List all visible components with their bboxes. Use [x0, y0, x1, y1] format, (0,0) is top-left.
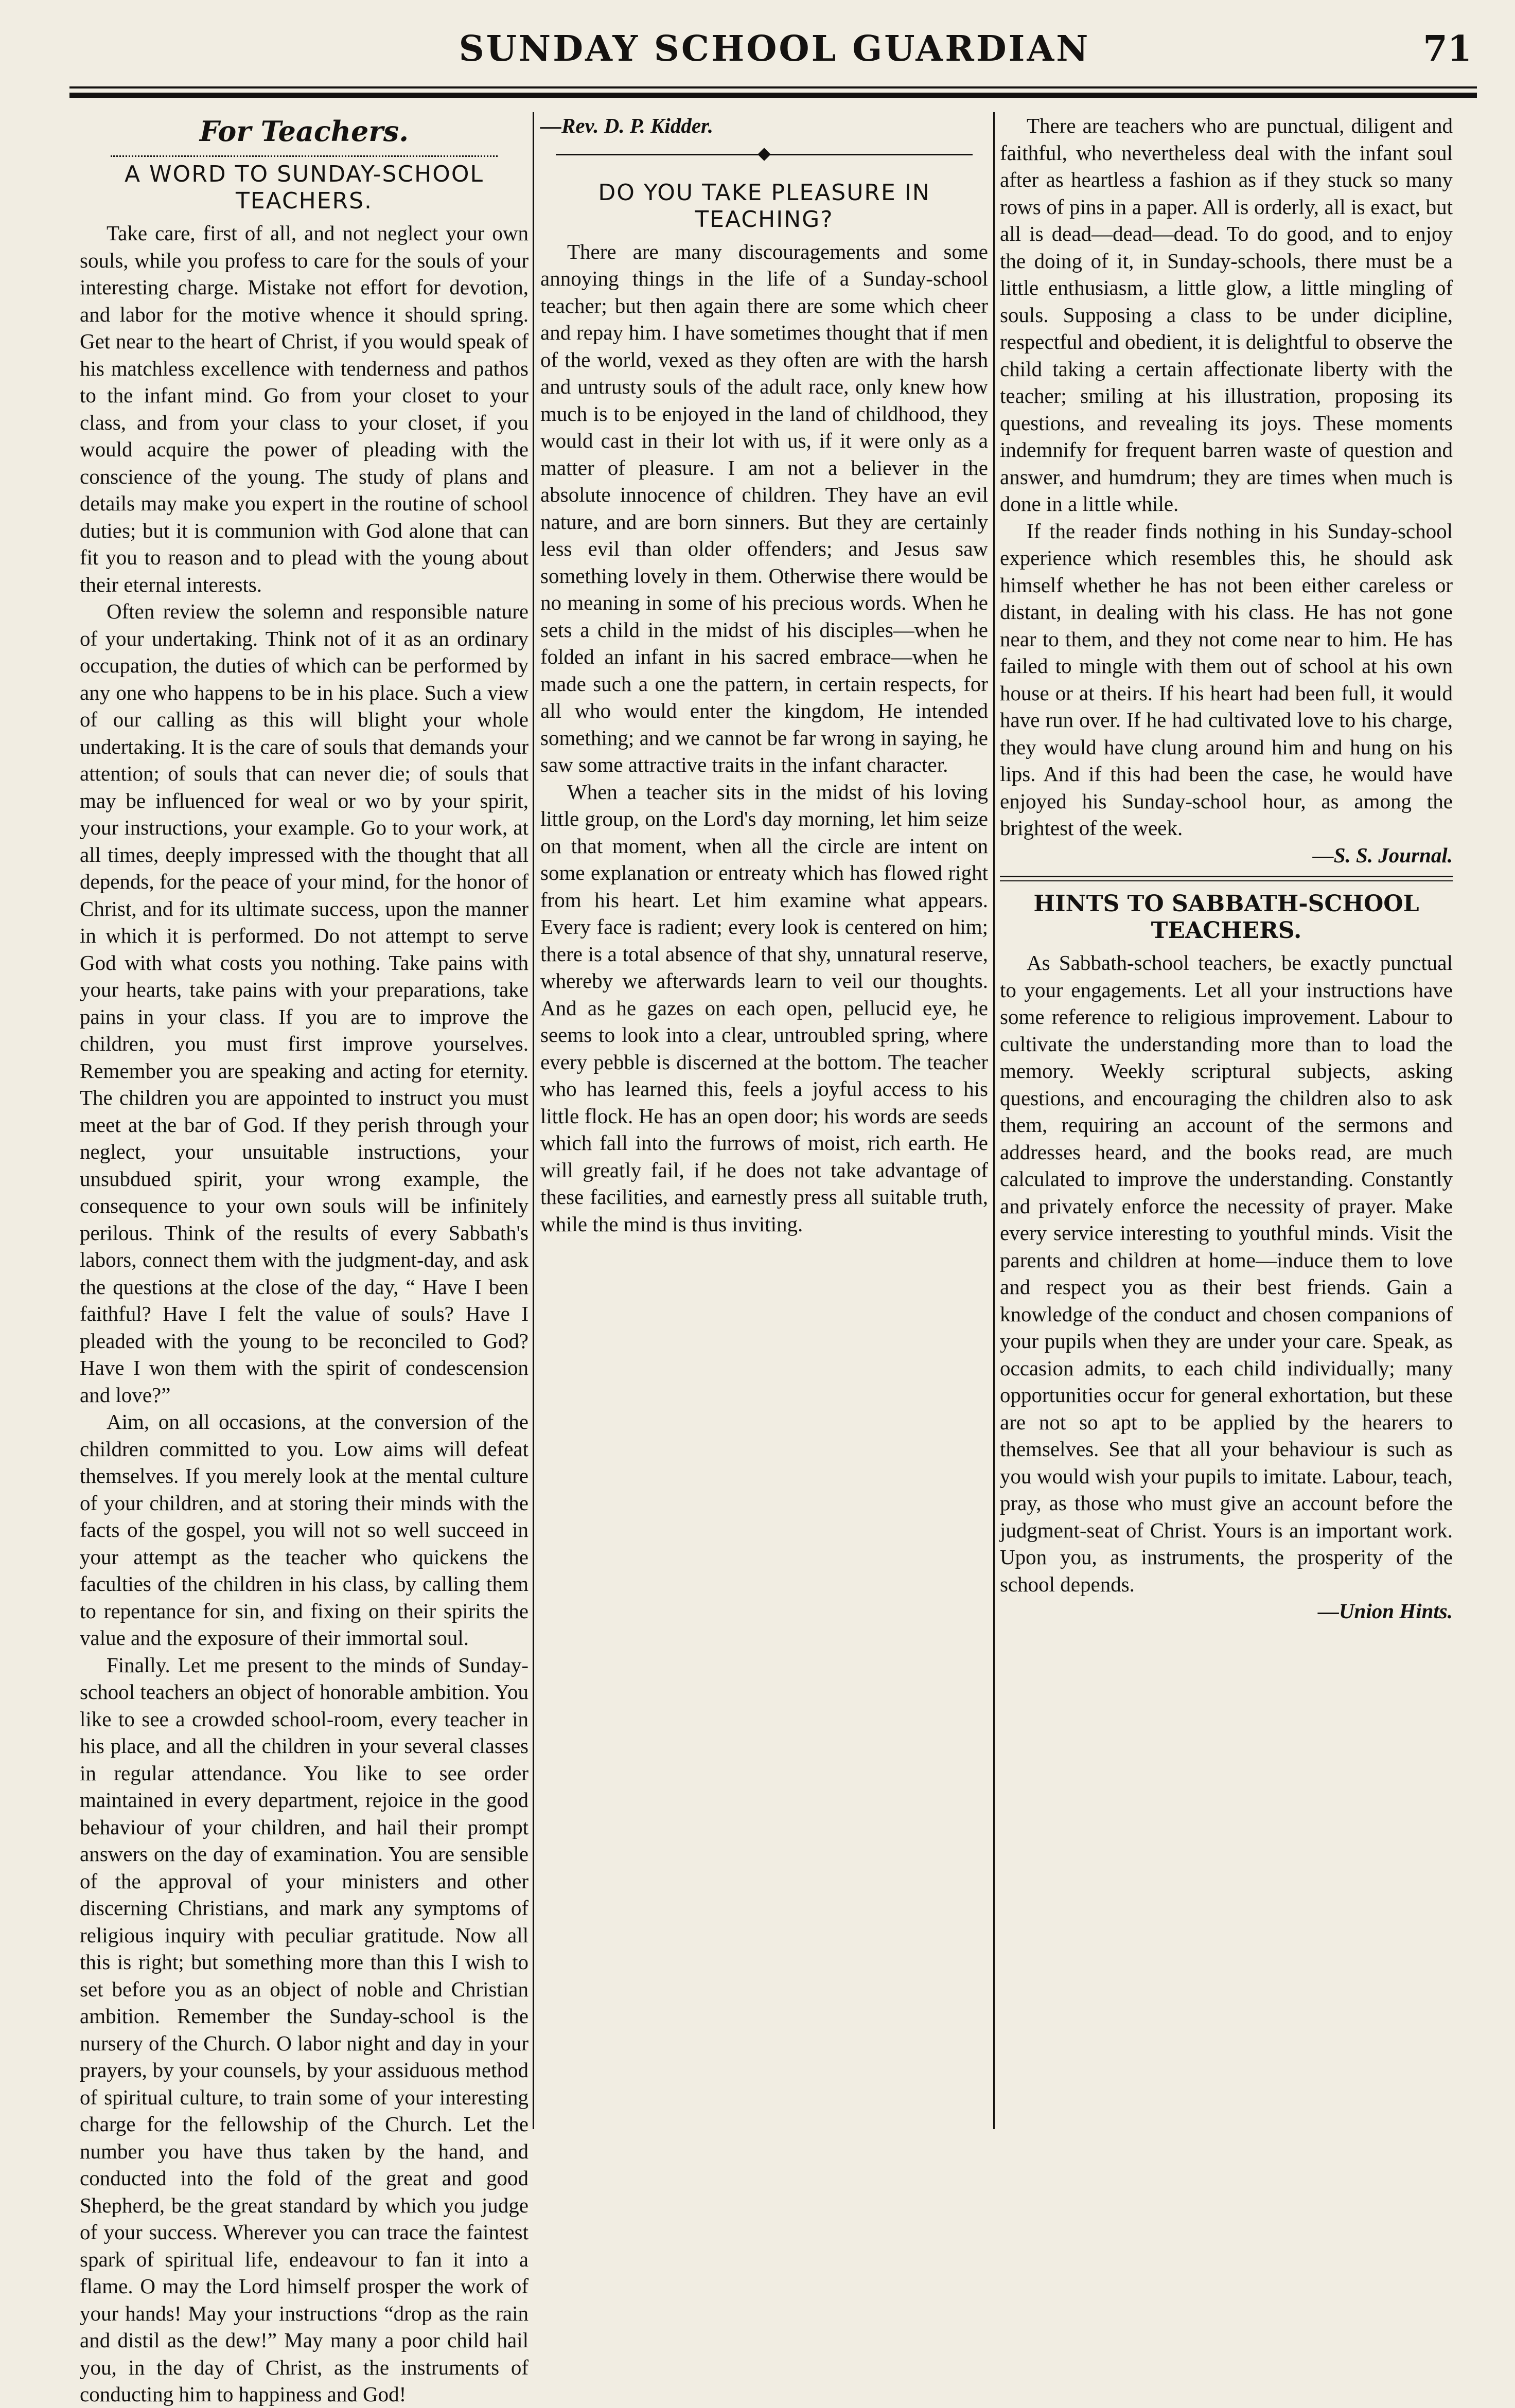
article-heading: HINTS TO SABBATH-SCHOOL TEACHERS.: [1033, 891, 1419, 944]
article-paragraph: If the reader finds nothing in his Sunday-school experience which resembles this, he should ask himself whether he has not been either careless or distant, in dealing with his class. He has not gone near to them, and they not come near to him. He has failed to mingle with them out of school at his own house or at theirs. If his heart had been full, it would have run over. If he had cultivated love to his charge, they would have clung around him and hung on his lips. And if this had been the case, he would have enjoyed his Sunday-school hour, as among the brightest of the week.: [1000, 519, 1453, 840]
article-paragraph: Aim, on all occasions, at the conversion of the children committed to you. Low aims will defeat themselves. If you merely look at the mental culture of your children, and at storing their minds with the facts of the gospel, you will not so well succeed in your attempt as the teacher who quickens the faculties of the children in his class, by calling them to repentance for sin, and fixing on their spirits the value and the exposure of their immortal soul.: [80, 1410, 529, 1650]
column-1: [80, 112, 529, 2406]
article-heading: A WORD TO SUNDAY-SCHOOL TEACHERS.: [124, 161, 484, 214]
column-divider-1: [533, 112, 534, 2129]
signature: —Rev. D. P. Kidder.: [540, 114, 713, 137]
article-paragraph: Finally. Let me present to the minds of Sunday-school teachers an object of honorable ambition. You like to see a crowded school-room, every teacher in his place, and all the children in your several classes in regular attendance. You like to see order maintained in every department, rejoice in the good behaviour of your children, and hail their prompt answers on the day of examination. You are sensible of the approval of your ministers and other discerning Christians, and mark any symptoms of religious inquiry with peculiar gratitude. Now all this is right; but something more than this I wish to set before you as an object of noble and Christian ambition. Remember the Sunday-school is the nursery of the Church. O labor night and day in your prayers, by your counsels, by your assiduous method of spiritual culture, to train some of your interesting charge for the fellowship of the Church. Let the number you have thus taken by the hand, and conducted into the fold of the great and good Shepherd, be the great standard by which you judge of your success. Wherever you can trace the faintest spark of spiritual life, endeavour to fan it into a flame. O may the Lord himself prosper the work of your hands! May your instructions “drop as the rain and distil as the dew!” May many a poor child hail you, in the day of Christ, as the instruments of conducting him to happiness and God!: [80, 1653, 529, 2406]
article-signature: [1000, 842, 1453, 869]
column-2: [540, 112, 988, 2129]
signature: —S. S. Journal.: [1312, 843, 1453, 867]
article-heading: DO YOU TAKE PLEASURE IN TEACHING?: [598, 179, 930, 233]
article-paragraph: Often review the solemn and responsible nature of your undertaking. Think not of it as an ordinary occupation, the duties of which can be performed by any one who happens to be in his place. Such a view of our calling as this will blight your whole undertaking. It is the care of souls that demands your attention; of souls that can never die; of souls that may be influenced for weal or wo by your spirit, your instructions, your example. Go to your work, at all times, deeply impressed with the thought that all depends, for the peace of your mind, for the honor of Christ, and for its ultimate success, upon the manner in which it is performed. Do not attempt to serve God with what costs you nothing. Take pains with your hearts, take pains with your preparations, take pains in your class. If you are to improve the children, you must first improve yourselves. Remember you are speaking and acting for eternity. The children you are appointed to instruct you must meet at the bar of God. If they perish through your neglect, your unsuitable instructions, your unsubdued spirit, your wrong example, the consequence to your own souls will be infinitely perilous. Think of the results of every Sabbath's labors, connect them with the judgment-day, and ask the questions at the close of the day, “ Have I been faithful? Have I felt the value of souls? Have I pleaded with the young to be reconciled to God? Have I won them with the spirit of condescension and love?”: [80, 599, 529, 1407]
column-3: [1000, 112, 1453, 2129]
article-divider: [556, 143, 973, 165]
article-paragraph: There are teachers who are punctual, diligent and faithful, who nevertheless deal with the infant soul after as heartless a fashion as if they stuck so many rows of pins in a paper. All is orderly, all is exact, but all is dead—dead—dead. To do good, and to enjoy the doing of it, in Sunday-schools, there must be a little enthusiasm, a little glow, a little mingling of souls. Supposing a class to be under dicipline, respectful and obedient, it is delightful to observe the child taking a certain affectionate liberty with the teacher; smiling at his illustration, proposing its questions, and revealing its joys. These moments indemnify for frequent barren waste of question and answer, and humdrum; they are times when much is done in a little while.: [1000, 114, 1453, 516]
masthead: [77, 28, 1472, 75]
article-separator: [1000, 876, 1453, 881]
header-rule-bottom: [69, 93, 1477, 98]
article-paragraph: Take care, first of all, and not neglect your own souls, while you profess to care for the souls of your interesting charge. Mistake not effort for devotion, and labor for the motive whence it should spring. Get near to the heart of Christ, if you would speak of his matchless excellence with tenderness and pathos to the infant mind. Go from your closet to your class, and from your class to your closet, if you would acquire the power of pleading with the conscience of the young. The study of plans and details may make you expert in the routine of school duties; but it is communion with God alone that can fit you to reason and to plead with the young about their eternal interests.: [80, 221, 529, 596]
column-divider-2: [993, 112, 995, 2129]
signature: —Union Hints.: [1317, 1599, 1453, 1623]
header-rule-top: [69, 86, 1477, 88]
article-signature: [1000, 1598, 1453, 1625]
ornamental-rule: [111, 149, 498, 157]
page-number: 71: [1423, 28, 1472, 69]
article-paragraph: There are many discouragements and some annoying things in the life of a Sunday-school teacher; but then again there are some which cheer and repay him. I have sometimes thought that if men of the world, vexed as they often are with the harsh and untrusty souls of the adult race, only knew how much is to be enjoyed in the land of childhood, they would cast in their lot with us, if it were only as a matter of pleasure. I am not a believer in the absolute innocence of children. They have an evil nature, and are born sinners. But they are certainly less evil than older offenders; and Jesus saw something lovely in them. Otherwise there would be no meaning in some of his precious words. When he sets a child in the midst of his disciples—when he folded an infant in his sacred embrace—when he made such a one the pattern, in certain respects, for all who would enter the kingdom, He intended something; and we cannot be far wrong in saying, he saw some attractive traits in the infant character.: [540, 239, 988, 776]
article-signature: [540, 112, 988, 139]
article-paragraph: As Sabbath-school teachers, be exactly punctual to your engagements. Let all your instructions have some reference to religious improvement. Labour to cultivate the understanding more than to load the memory. Weekly scriptural subjects, asking questions, and encouraging the children also to ask them, requiring an account of the sermons and addresses heard, and the books read, are much calculated to improve the understanding. Constantly and privately enforce the necessity of prayer. Make every service interesting to youthful minds. Visit the parents and children at home—induce them to love and respect you as their best friends. Gain a knowledge of the conduct and chosen companions of your pupils when they are under your care. Speak, as occasion admits, to each child individually; many opportunities occur for general exhortation, but these are not so apt to be applied by the hearers to themselves. See that all your behaviour is such as you would wish your pupils to imitate. Labour, teach, pray, as those who must give an account before the judgment-seat of Christ. Yours is an important work. Upon you, as instruments, the prosperity of the school depends.: [1000, 951, 1453, 1596]
article-paragraph: When a teacher sits in the midst of his loving little group, on the Lord's day morning, let him seize on that moment, when all the circle are intent on some explanation or entreaty which has flowed right from his heart. Let him examine what appears. Every face is radient; every look is centered on him; there is a total absence of that shy, unnatural reserve, whereby we afterwards learn to veil our thoughts. And as he gazes on each open, pellucid eye, he seems to look into a clear, untroubled spring, where every pebble is discerned at the bottom. The teacher who has learned this, feels a joyful access to his little flock. He has an open door; his words are seeds which fall into the furrows of moist, rich earth. He will greatly fail, if he does not take advantage of these facilities, and earnestly press all suitable truth, while the mind is thus inviting.: [540, 780, 988, 1236]
section-title: For Teachers.: [199, 115, 409, 148]
publication-title: SUNDAY SCHOOL GUARDIAN: [459, 28, 1090, 69]
